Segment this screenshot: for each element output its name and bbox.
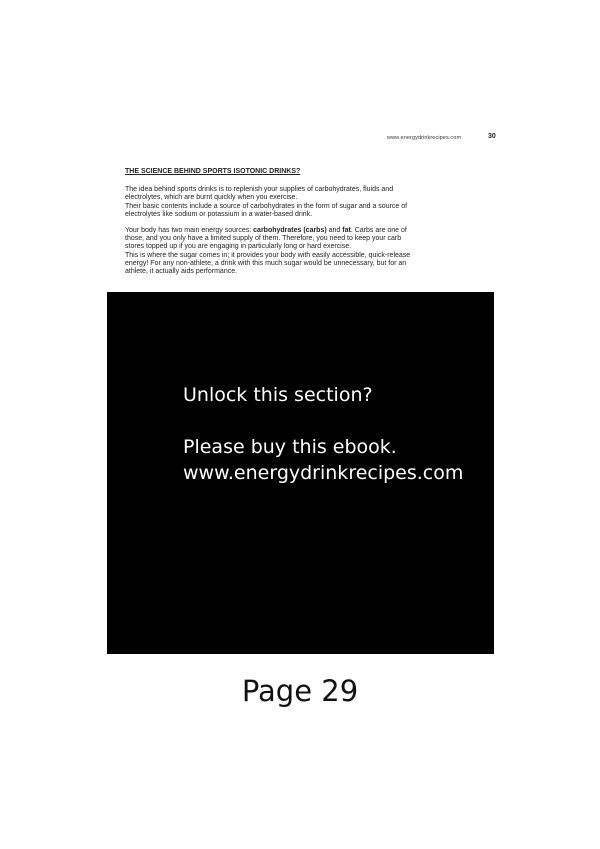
header-page-number: 30 — [488, 133, 496, 140]
ebook-url: www.energydrinkrecipes.com — [183, 462, 464, 484]
unlock-message — [183, 382, 463, 486]
paragraph-line: The idea behind sports drinks is to replenish your supplies of carbohydrates, fluids and — [125, 186, 394, 194]
article-content — [125, 168, 477, 284]
paragraph-line: those, and you only have a limited supply of them. Therefore, you need to keep your carb — [125, 235, 402, 243]
locked-section-overlay — [107, 292, 494, 654]
section-heading: THE SCIENCE BEHIND SPORTS ISOTONIC DRINKS? — [125, 168, 301, 175]
paragraph-line — [125, 227, 477, 235]
header-url: www.energydrinkrecipes.com — [387, 135, 462, 141]
paragraph-line: athlete, it actually aids performance. — [125, 268, 238, 276]
paragraph-2 — [125, 227, 477, 276]
bold-term-carbs: carbohydrates (carbs) — [253, 227, 327, 235]
paragraph-1 — [125, 186, 477, 219]
buy-ebook-text: Please buy this ebook. — [183, 436, 397, 458]
paragraph-line: Their basic contents include a source of carbohydrates in the form of sugar and a source of — [125, 202, 408, 210]
paragraph-line: This is where the sugar comes in; it provides your body with easily accessible, quick-release — [125, 251, 411, 259]
text-run: . Carbs are one of — [350, 227, 407, 235]
page-label: Page 29 — [241, 674, 359, 708]
paragraph-line: stores topped up if you are engaging in particularly long or hard exercise. — [125, 243, 352, 251]
paragraph-line: electrolytes, which are burnt quickly when you exercise. — [125, 194, 298, 202]
text-run: Your body has two main energy sources: — [125, 227, 254, 235]
bold-term-fat: fat — [342, 227, 351, 235]
spacer — [183, 408, 463, 434]
paragraph-line: energy! For any non-athlete, a drink with this much sugar would be unnecessary, but for an — [125, 259, 407, 267]
unlock-prompt: Unlock this section? — [183, 384, 373, 406]
paragraph-line: electrolytes like sodium or potassium in a water-based drink. — [125, 210, 313, 218]
text-run: and — [326, 227, 343, 235]
